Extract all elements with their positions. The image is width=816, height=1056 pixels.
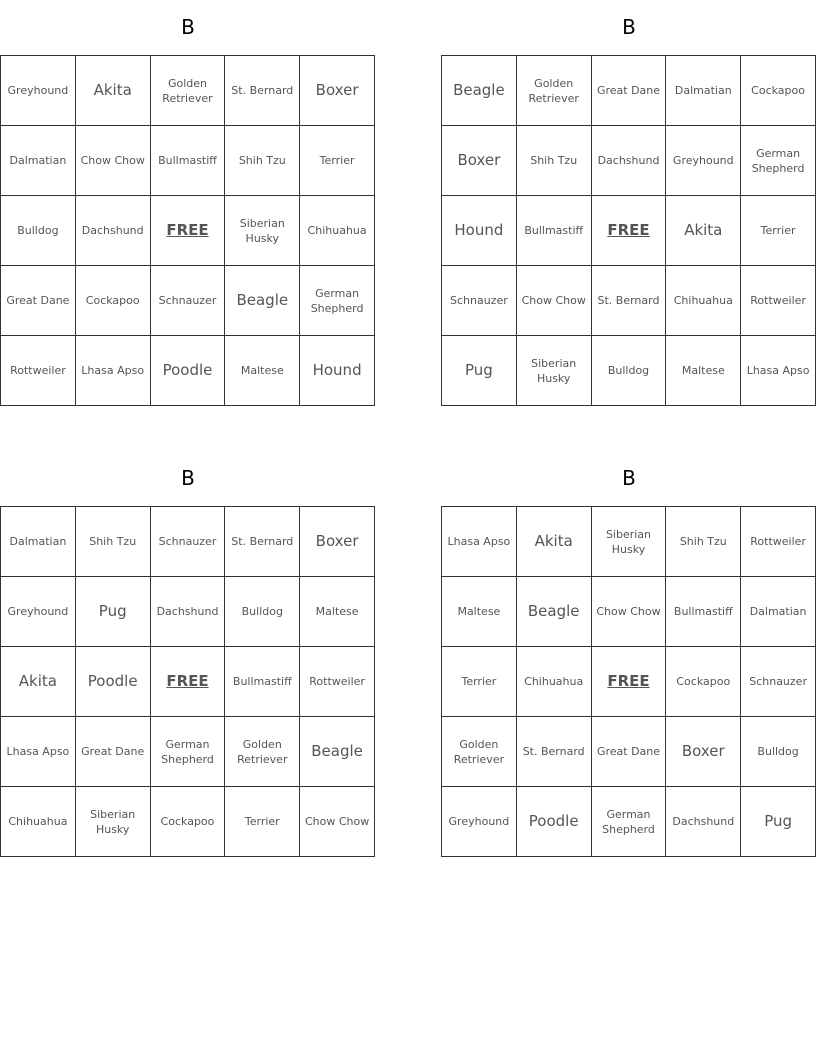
grid-cell: Chow Chow	[75, 126, 150, 196]
grid-row	[442, 787, 816, 857]
grid-cell: Chihuahua	[300, 196, 375, 266]
grid-cell: Golden Retriever	[516, 56, 591, 126]
grid-cell: Terrier	[225, 787, 300, 857]
grid-cell: Chow Chow	[591, 577, 666, 647]
grid-cell: Bullmastiff	[516, 196, 591, 266]
grid-row	[1, 126, 375, 196]
grid-cell: Maltese	[666, 336, 741, 406]
grid-cell: Bullmastiff	[150, 126, 225, 196]
grid-cell: Beagle	[516, 577, 591, 647]
grid-row	[442, 647, 816, 717]
grid-cell: Terrier	[442, 647, 517, 717]
grid-cell: Cockapoo	[741, 56, 816, 126]
grid-cell: Greyhound	[442, 787, 517, 857]
grid-cell: Chow Chow	[300, 787, 375, 857]
grid-cell: St. Bernard	[516, 717, 591, 787]
grid-cell: Rottweiler	[741, 507, 816, 577]
grid-cell: Bulldog	[1, 196, 76, 266]
grid-cell: Lhasa Apso	[1, 717, 76, 787]
grid-cell: Maltese	[442, 577, 517, 647]
grid-cell: Dalmatian	[666, 56, 741, 126]
grid-cell: Great Dane	[591, 717, 666, 787]
grid-row	[1, 266, 375, 336]
grid-cell: Rottweiler	[1, 336, 76, 406]
free-cell: FREE	[591, 647, 666, 717]
grid-cell: Hound	[300, 336, 375, 406]
grid-cell: Beagle	[442, 56, 517, 126]
grid-cell: Akita	[1, 647, 76, 717]
grid-row	[442, 336, 816, 406]
grid-cell: Bulldog	[225, 577, 300, 647]
grid-cell: Lhasa Apso	[442, 507, 517, 577]
grid-cell: Dachshund	[666, 787, 741, 857]
grid-cell: Pug	[442, 336, 517, 406]
free-cell: FREE	[150, 196, 225, 266]
grid-cell: Akita	[516, 507, 591, 577]
grid-cell: Shih Tzu	[225, 126, 300, 196]
grid-cell: Great Dane	[591, 56, 666, 126]
grid-row	[442, 126, 816, 196]
grid-cell: Poodle	[516, 787, 591, 857]
free-cell: FREE	[150, 647, 225, 717]
grid-cell: Pug	[741, 787, 816, 857]
grid-cell: St. Bernard	[591, 266, 666, 336]
grid-cell: Bulldog	[591, 336, 666, 406]
grid-cell: Bullmastiff	[666, 577, 741, 647]
grid-cell: Greyhound	[1, 577, 76, 647]
grid-row	[442, 266, 816, 336]
card-title: B	[181, 15, 195, 39]
grid-cell: Chow Chow	[516, 266, 591, 336]
grid-cell: Poodle	[150, 336, 225, 406]
grid-cell: Siberian Husky	[75, 787, 150, 857]
grid-cell: Dalmatian	[741, 577, 816, 647]
grid-row	[442, 507, 816, 577]
grid-cell: Boxer	[300, 507, 375, 577]
grid-cell: Golden Retriever	[442, 717, 517, 787]
grid-cell: Beagle	[300, 717, 375, 787]
grid-row	[442, 717, 816, 787]
grid-cell: Greyhound	[666, 126, 741, 196]
grid-cell: Great Dane	[75, 717, 150, 787]
grid-cell: German Shepherd	[741, 126, 816, 196]
grid-cell: Siberian Husky	[516, 336, 591, 406]
grid-row	[1, 787, 375, 857]
grid-cell: Shih Tzu	[75, 507, 150, 577]
grid-cell: Boxer	[442, 126, 517, 196]
bingo-grid	[0, 506, 375, 857]
grid-cell: Schnauzer	[741, 647, 816, 717]
grid-cell: Dachshund	[75, 196, 150, 266]
grid-cell: Hound	[442, 196, 517, 266]
grid-cell: Akita	[666, 196, 741, 266]
grid-cell: Boxer	[666, 717, 741, 787]
grid-row	[1, 196, 375, 266]
bingo-grid	[441, 506, 816, 857]
grid-cell: Akita	[75, 56, 150, 126]
grid-row	[442, 56, 816, 126]
grid-cell: St. Bernard	[225, 56, 300, 126]
grid-cell: German Shepherd	[300, 266, 375, 336]
grid-cell: Cockapoo	[150, 787, 225, 857]
grid-cell: Dachshund	[591, 126, 666, 196]
card-title: B	[622, 15, 636, 39]
bingo-grid	[0, 55, 375, 406]
grid-cell: Chihuahua	[1, 787, 76, 857]
grid-cell: Chihuahua	[666, 266, 741, 336]
grid-cell: Pug	[75, 577, 150, 647]
grid-cell: Maltese	[225, 336, 300, 406]
grid-cell: Terrier	[300, 126, 375, 196]
grid-cell: Golden Retriever	[150, 56, 225, 126]
grid-cell: Dalmatian	[1, 126, 76, 196]
grid-cell: St. Bernard	[225, 507, 300, 577]
bingo-grid	[441, 55, 816, 406]
grid-cell: Schnauzer	[150, 266, 225, 336]
grid-cell: Shih Tzu	[516, 126, 591, 196]
grid-cell: Lhasa Apso	[75, 336, 150, 406]
grid-cell: Bulldog	[741, 717, 816, 787]
grid-row	[442, 577, 816, 647]
grid-cell: Shih Tzu	[666, 507, 741, 577]
grid-cell: Golden Retriever	[225, 717, 300, 787]
grid-cell: Schnauzer	[442, 266, 517, 336]
grid-row	[442, 196, 816, 266]
grid-row	[1, 717, 375, 787]
grid-row	[1, 507, 375, 577]
grid-cell: Rottweiler	[741, 266, 816, 336]
grid-cell: Lhasa Apso	[741, 336, 816, 406]
grid-row	[1, 647, 375, 717]
card-title: B	[181, 466, 195, 490]
grid-cell: Schnauzer	[150, 507, 225, 577]
grid-cell: Great Dane	[1, 266, 76, 336]
grid-cell: Cockapoo	[666, 647, 741, 717]
grid-row	[1, 56, 375, 126]
grid-cell: Dalmatian	[1, 507, 76, 577]
grid-cell: Beagle	[225, 266, 300, 336]
grid-cell: Chihuahua	[516, 647, 591, 717]
grid-cell: German Shepherd	[591, 787, 666, 857]
grid-cell: Siberian Husky	[225, 196, 300, 266]
grid-cell: Greyhound	[1, 56, 76, 126]
grid-cell: Boxer	[300, 56, 375, 126]
grid-cell: Rottweiler	[300, 647, 375, 717]
grid-cell: Bullmastiff	[225, 647, 300, 717]
grid-cell: Cockapoo	[75, 266, 150, 336]
grid-cell: German Shepherd	[150, 717, 225, 787]
grid-row	[1, 577, 375, 647]
card-title: B	[622, 466, 636, 490]
grid-cell: Maltese	[300, 577, 375, 647]
grid-cell: Siberian Husky	[591, 507, 666, 577]
grid-cell: Dachshund	[150, 577, 225, 647]
grid-cell: Poodle	[75, 647, 150, 717]
free-cell: FREE	[591, 196, 666, 266]
grid-cell: Terrier	[741, 196, 816, 266]
grid-row	[1, 336, 375, 406]
